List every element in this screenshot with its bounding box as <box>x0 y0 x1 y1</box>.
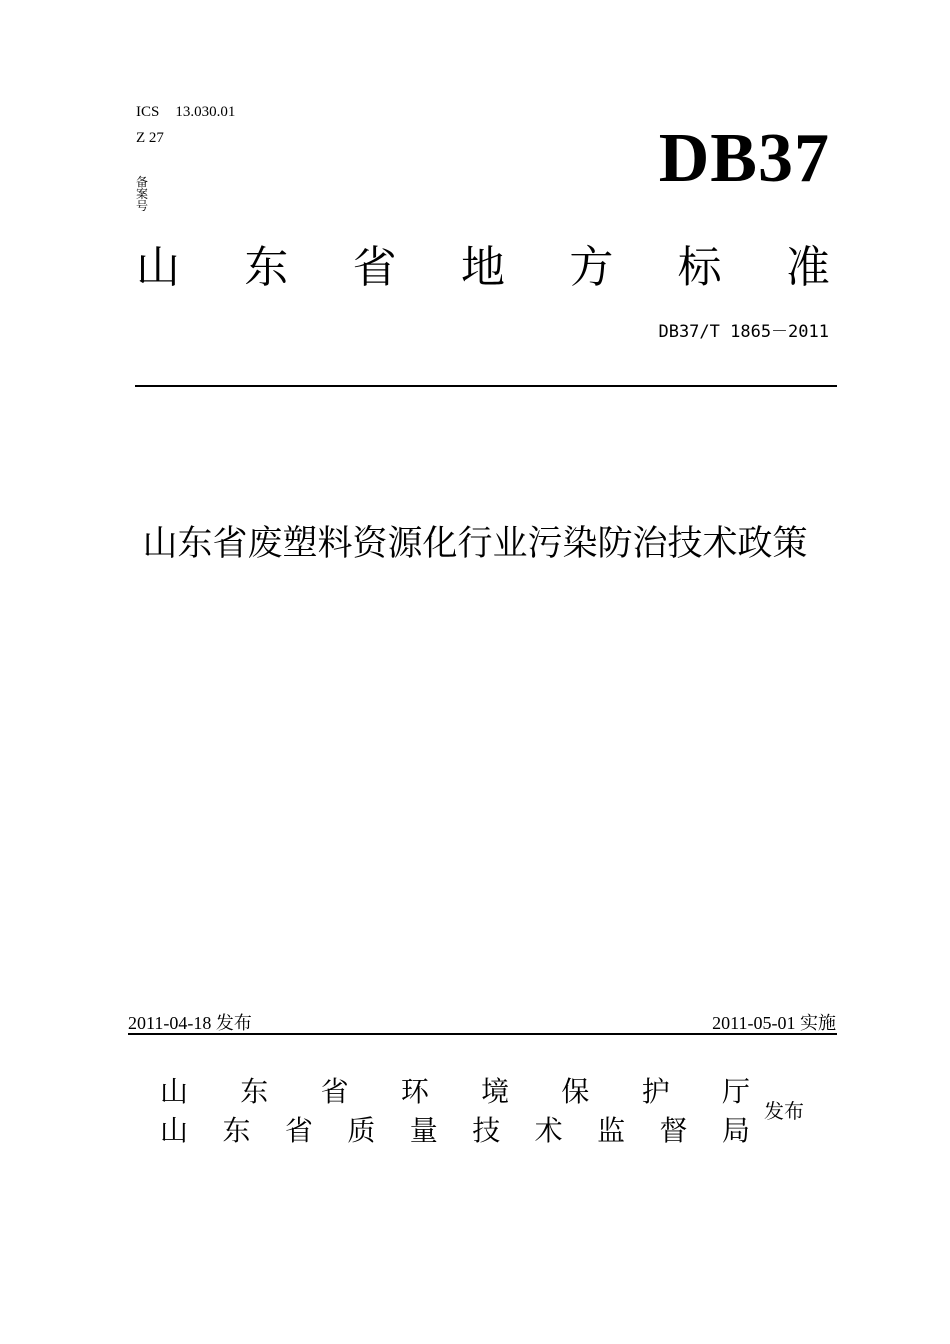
standard-type-char: 方 <box>569 242 614 293</box>
implement-date: 2011-05-01 实施 <box>712 1013 836 1033</box>
standard-type-char: 标 <box>677 242 722 293</box>
issuer-char: 环 <box>400 1075 429 1108</box>
issuer-char: 山 <box>160 1114 189 1147</box>
issuer-char: 术 <box>534 1114 563 1147</box>
issuer-char: 质 <box>347 1114 376 1147</box>
ics-code <box>136 104 235 121</box>
footer-divider <box>128 1033 837 1035</box>
document-title: 山东省废塑料资源化行业污染防治技术政策 <box>142 524 808 564</box>
issuer-char: 监 <box>597 1114 626 1147</box>
publish-date: 2011-04-18 发布 <box>128 1013 252 1033</box>
issuer-char: 护 <box>641 1075 670 1108</box>
issuer-char: 技 <box>472 1114 501 1147</box>
issuer-char: 境 <box>481 1075 510 1108</box>
issuer-char: 督 <box>659 1114 688 1147</box>
date-row <box>128 1012 836 1034</box>
record-number-label: 备案号 <box>136 175 149 213</box>
standard-type-char: 山 <box>136 242 180 293</box>
standard-type-char: 准 <box>785 242 830 293</box>
issuer-char: 东 <box>240 1075 269 1108</box>
issuer-quality-bureau <box>160 1111 750 1151</box>
issuer-char: 省 <box>284 1114 313 1147</box>
issuer-char: 山 <box>160 1075 189 1108</box>
ics-number: 13.030.01 <box>175 104 236 120</box>
header-divider <box>135 385 837 387</box>
standard-type-char: 地 <box>460 242 505 293</box>
issuer-char: 厅 <box>721 1075 750 1108</box>
ics-label: ICS <box>136 104 160 120</box>
issuer-char: 省 <box>320 1075 349 1108</box>
issuer-char: 量 <box>409 1114 438 1147</box>
standard-type-char: 东 <box>244 242 289 293</box>
issue-label: 发布 <box>764 1099 804 1123</box>
classification-code: Z 27 <box>136 130 164 146</box>
standard-type-char: 省 <box>352 242 397 293</box>
issuer-char: 局 <box>721 1114 750 1147</box>
issuer-environment-department <box>160 1072 750 1112</box>
standard-type-heading <box>136 240 830 296</box>
db-code-heading: DB37 <box>658 120 830 197</box>
standard-number: DB37/T 1865－2011 <box>658 322 829 342</box>
issuer-char: 保 <box>561 1075 590 1108</box>
issuer-char: 东 <box>222 1114 251 1147</box>
